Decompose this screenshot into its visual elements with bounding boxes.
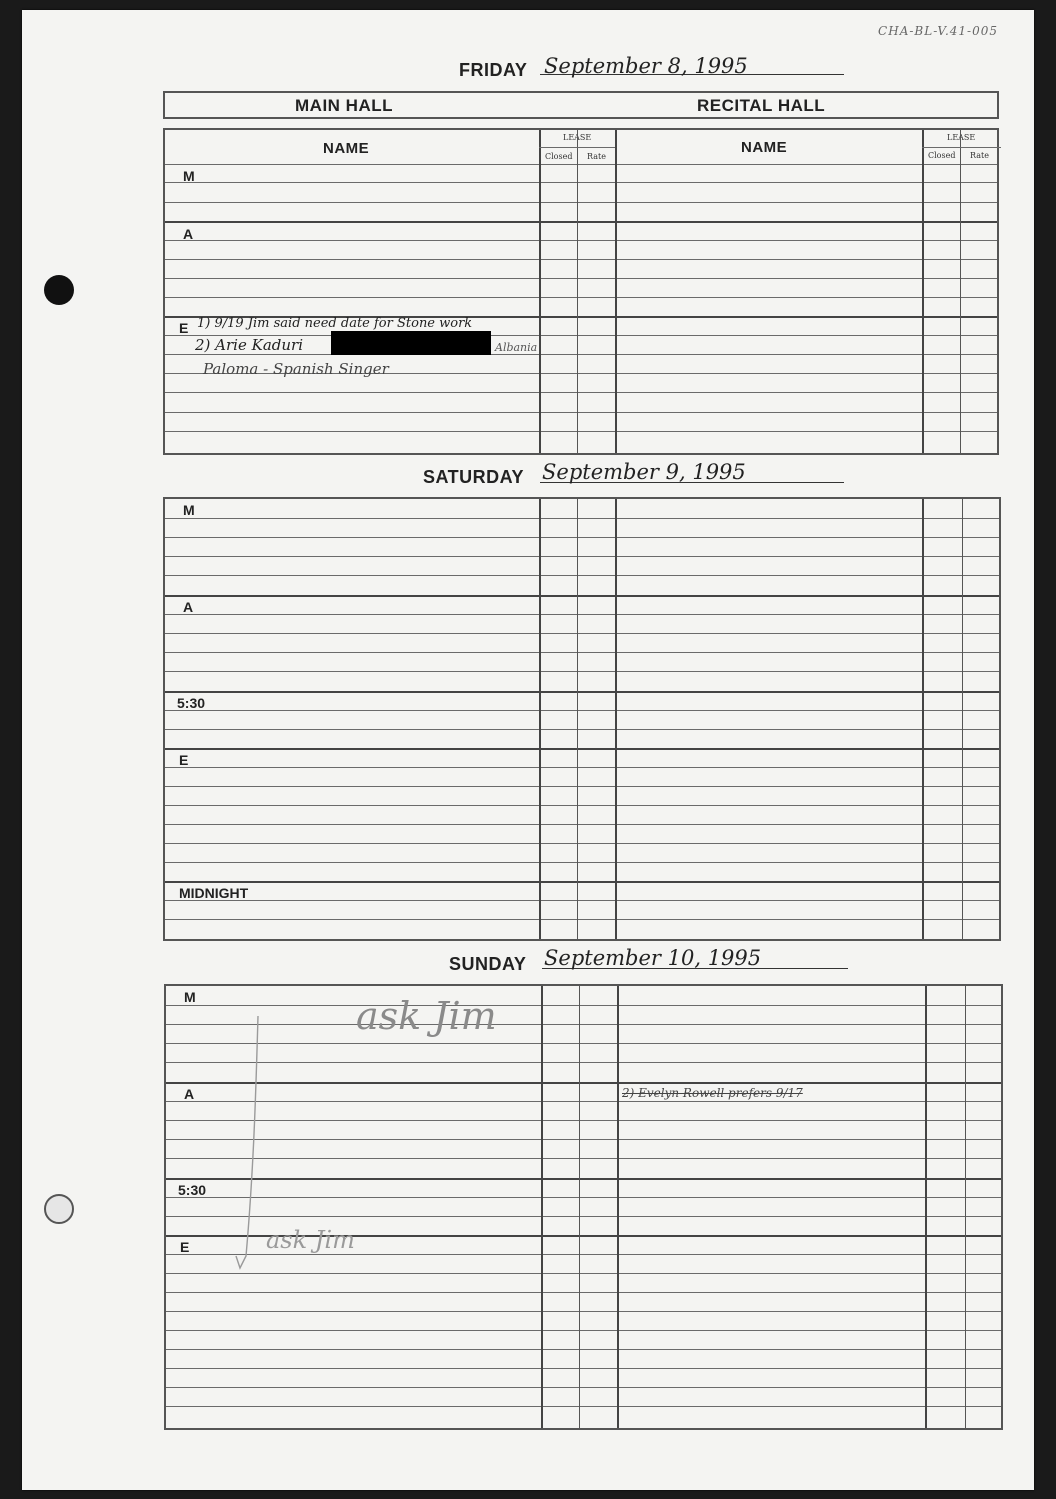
sunday-date: September 10, 1995: [544, 946, 762, 970]
main-closed-header: Closed: [545, 152, 573, 161]
saturday-grid: [163, 497, 1001, 941]
binder-hole-bottom: [44, 1194, 74, 1224]
saturday-label: SATURDAY: [423, 467, 525, 487]
archive-reference: CHA-BL-V.41-005: [878, 24, 998, 38]
sunday-pencil-note-e: ask Jim: [266, 1226, 355, 1254]
friday-date: September 8, 1995: [544, 54, 748, 78]
binder-hole-top: [44, 275, 74, 305]
sunday-grid: [164, 984, 1003, 1430]
sunday-slot-530: 5:30: [178, 1182, 207, 1198]
main-lease-header: LEASE: [563, 133, 592, 142]
saturday-slot-a: A: [183, 599, 194, 615]
friday-label: FRIDAY: [459, 60, 528, 80]
saturday-slot-e: E: [179, 752, 189, 768]
sunday-recital-note: 2) Evelyn Rowell prefers 9/17: [622, 1086, 803, 1100]
sunday-label: SUNDAY: [449, 954, 527, 974]
main-hall-title: MAIN HALL: [295, 96, 393, 115]
friday-note-3: Albania: [495, 341, 538, 354]
friday-slot-e: E: [179, 320, 189, 336]
friday-note-4: Paloma - Spanish Singer: [203, 360, 389, 378]
main-name-header: NAME: [323, 140, 370, 157]
main-rate-header: Rate: [587, 152, 606, 161]
pencil-arrow: [206, 1006, 266, 1286]
friday-slot-m: M: [183, 168, 195, 184]
friday-slot-a: A: [183, 226, 194, 242]
recital-lease-header: LEASE: [947, 133, 976, 142]
recital-name-header: NAME: [741, 139, 788, 156]
recital-hall-title: RECITAL HALL: [697, 96, 826, 115]
friday-note-1: 1) 9/19 Jim said need date for Stone work: [197, 316, 473, 331]
saturday-slot-530: 5:30: [177, 695, 206, 711]
friday-grid: [163, 128, 999, 455]
sunday-slot-e: E: [180, 1239, 190, 1255]
saturday-slot-midnight: MIDNIGHT: [179, 885, 249, 901]
saturday-slot-m: M: [183, 502, 195, 518]
saturday-date: September 9, 1995: [542, 460, 746, 484]
hall-header-bar: [163, 91, 999, 119]
sunday-pencil-note-m: ask Jim: [356, 994, 497, 1038]
sunday-slot-a: A: [184, 1086, 195, 1102]
friday-note-2: 2) Arie Kaduri: [195, 336, 303, 354]
recital-rate-header: Rate: [970, 151, 989, 160]
schedule-sheet: [22, 10, 1034, 1490]
sunday-slot-m: M: [184, 989, 196, 1005]
recital-closed-header: Closed: [928, 151, 956, 160]
redaction-box: [331, 331, 491, 355]
